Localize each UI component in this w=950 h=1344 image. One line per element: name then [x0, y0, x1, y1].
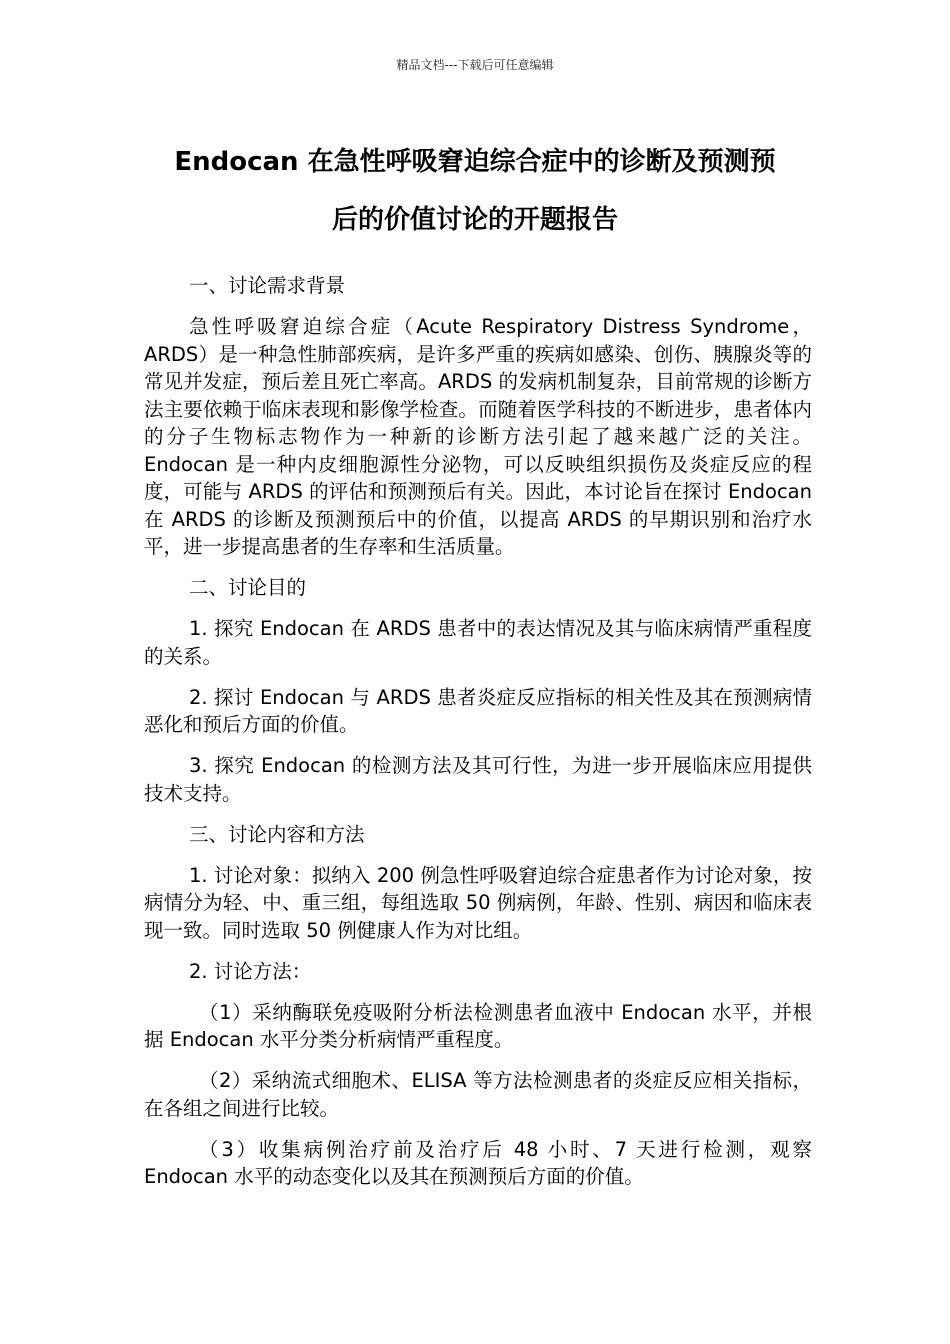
method-item: （2）采纳流式细胞术、ELISA 等方法检测患者的炎症反应相关指标，在各组之间进行比较。	[144, 1069, 812, 1120]
objective-item: 1. 探究 Endocan 在 ARDS 患者中的表达情况及其与临床病情严重程度的关系。	[144, 617, 812, 668]
title-line-1: Endocan 在急性呼吸窘迫综合症中的诊断及预测预	[174, 147, 776, 177]
methods-label: 2. 讨论方法：	[189, 959, 312, 983]
document-title	[140, 133, 810, 249]
method-item: （1）采纳酶联免疫吸附分析法检测患者血液中 Endocan 水平，并根据 Endocan 水平分类分析病情严重程度。	[144, 1000, 812, 1051]
objective-item: 2. 探讨 Endocan 与 ARDS 患者炎症反应指标的相关性及其在预测病情恶化和预后方面的价值。	[144, 685, 812, 736]
section-heading-background: 一、讨论需求背景	[189, 274, 346, 297]
title-line-2: 后的价值讨论的开题报告	[331, 205, 618, 235]
header-note: 精品文档---下载后可任意编辑	[396, 58, 554, 72]
objective-item: 3. 探究 Endocan 的检测方法及其可行性，为进一步开展临床应用提供技术支持。	[144, 754, 812, 805]
research-subjects: 1. 讨论对象：拟纳入 200 例急性呼吸窘迫综合症患者作为讨论对象，按病情分为轻、中、重三组，每组选取 50 例病例，年龄、性别、病因和临床表现一致。同时选取 50 例健康人作为对比组。	[144, 863, 812, 942]
method-item: （3）收集病例治疗前及治疗后 48 小时、7 天进行检测，观察 Endocan 水平的动态变化以及其在预测预后方面的价值。	[144, 1137, 812, 1188]
section-heading-methods: 三、讨论内容和方法	[189, 822, 365, 846]
background-paragraph: 急性呼吸窘迫综合症（Acute Respiratory Distress Syndrome，ARDS）是一种急性肺部疾病，是许多严重的疾病如感染、创伤、胰腺炎等的常见并发症，预后差且死亡率高。ARDS 的发病机制复杂，目前常规的诊断方法主要依赖于临床表现和影像学检查。而随着医学科技的不断进步，患者体内的分子生物标志物作为一种新的诊断方法引起了越来越广泛的关注。Endocan 是一种内皮细胞源性分泌物，可以反映组织损伤及炎症反应的程度，可能与 ARDS 的评估和预测预后有关。因此，本讨论旨在探讨 Endocan 在 ARDS 的诊断及预测预后中的价值，以提高 ARDS 的早期识别和治疗水平，进一步提高患者的生存率和生活质量。	[144, 315, 812, 558]
section-heading-objectives: 二、讨论目的	[189, 576, 307, 599]
document-body	[144, 272, 812, 1204]
